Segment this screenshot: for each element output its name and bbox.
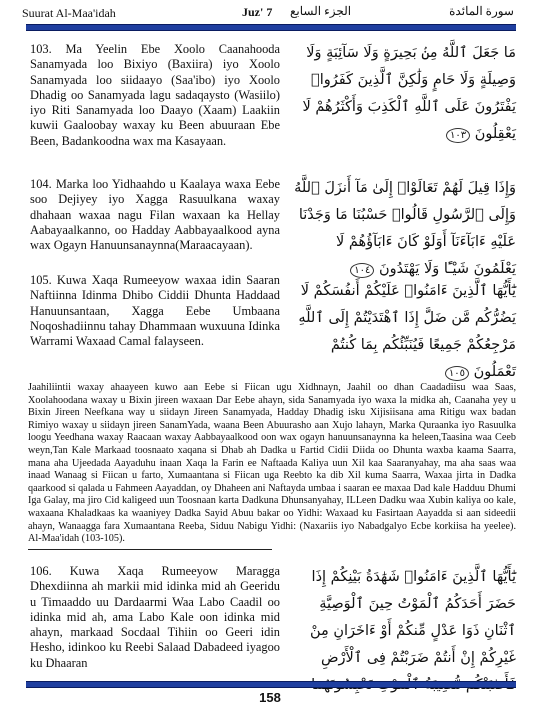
top-border-band xyxy=(26,24,516,31)
bottom-border-band xyxy=(26,681,516,688)
verse-103-arabic: مَا جَعَلَ ٱللَّهُ مِنۢ بَحِيرَةٍ وَلَا سَآئِبَةٍ وَلَا وَصِيلَةٍ وَلَا حَامٍ وَلَٰكِنَّ ٱلَّذِينَ كَفَرُوا۟ يَفْتَرُونَ عَلَى ٱللَّهِ ٱلْكَذِبَ وَأَكْثَرُهُمْ لَا يَعْقِلُونَ ١٠٣ xyxy=(302,45,516,142)
verse-number-103: ١٠٣ xyxy=(446,128,470,143)
commentary-text: Jaahiliintii waxay ahaayeen kuwo aan Eebe si Fiican ugu Xidhnayn, Jaahil oo dhan Caadadiisu waa Saas, Xoolahoodana waxay u Bixin jireen waxaan Dar Eebe ahayn, sida Sanamyada iyo waxa la midka ah, Caanaha yey u Bixin Jireen Neefkana way u siidayn Jireen Sanamyada, Hadday Dhadig isku Xijisiisana ama Ritigu wax badan Rimiyo waxay u siidayn jireen SanamYada, waana Been Abuurasho aan Xujo lahayn, Marka Quraanka iyo Rasuulka loogu Yeedhana waxay Raacaan waxay Aabbayaalkood oon wax ogayn hanuunsanaynna ka heleen,Taasina waa Ceeb weyn,Tan Kale Markaad toosnaato xaqana si Dhab ah Dadka u Fartid Cidii Diida oo Dhunta waxba kaama Saarra, mana aha Ujeedada Aayaduhu inaan Xaqa la Farin ee Naftaada Kaliya uun Xil kaa Saaranyahay, ma aha saas waa inaad Wanaag si Fiican u farto, Xumaantana si Fiican uga Reebto ka dib Xil kuma Saarra, Waxaa jirta in Dadka qaarkood si qalada u Fahmeen Aayaddan, oy Dhaheen ani Naftayda umbaa i saaran ee maxaa Dad kale Hadduu Dhumi Iga Galay, ma jiro Cid kaligeed uun Toosnaan karta Dadkuna Dhunsanyahay, ILLeen Dadku waa Xubin kaliya oo kale, waxaana Khaladkaas ka waaniyey Dadka Sayid Abuu bakar oo Yidhi: Waxaad ku Fasirtaan Aayadda si aan sideedii ahayn, Wanaagga fara Xumaantana Reeba, Siduu Nabigu Yidhi: (Naxariis iyo Nabadgalyo Ecbe korkiisa ha yeelee). Al-Maa'idah (103-105). xyxy=(28,382,516,545)
section-divider xyxy=(28,549,272,550)
verse-106-translation: 106. Kuwa Xaqa Rumeeyow Maragga Dhexdiinna ah markii mid idinka mid ah Geeridu u Timaaddo uu Dardaarmi Waa Labo Caadil oo idinka mid ah, ama Labo Kale oon idinka mid ahayn, markaad Socdaal Tihiin oo Geeri idin Hesho, idinkoo ku Reebi Salaad Dabadeed iyagoo ku Dhaaran xyxy=(30,564,280,670)
page-number: 158 xyxy=(259,690,281,705)
verse-104-translation: 104. Marka loo Yidhaahdo u Kaalaya waxa Eebe soo Dejiyey iyo Xagga Rasuulkana waxay dhahaan waxaa nagu Filan waxaan ka Hellay Aabayaalkanno, oo Hadday Aabbayaalkood ayna wax Ogayn Hanuunsanaynna(Maraacayaan). xyxy=(30,177,280,253)
juz-arabic: الجزء السابع xyxy=(290,4,352,18)
surah-title-arabic: سورة المائدة xyxy=(449,4,514,18)
juz-label: Juz' 7 xyxy=(242,5,273,19)
verse-105-translation: 105. Kuwa Xaqa Rumeeyow waxaa idin Saaran Naftiinna Idinma Dhibo Ciddii Dhunta Haddaad Hanuunsantaan, Xagga Eebe Umbaana Noqoshadiinnu tahay Dhammaan wuxuuna Idinka Warrami Waxaad Camal falayseen. xyxy=(30,273,280,349)
verse-106-arabic: يَٰٓأَيُّهَا ٱلَّذِينَ ءَامَنُوا۟ شَهَٰدَةُ بَيْنِكُمْ إِذَا حَضَرَ أَحَدَكُمُ ٱلْمَوْتُ حِينَ ٱلْوَصِيَّةِ ٱثْنَانِ ذَوَا عَدْلٍ مِّنكُمْ أَوْ ءَاخَرَانِ مِنْ غَيْرِكُمْ إِنْ أَنتُمْ ضَرَبْتُمْ فِى ٱلْأَرْضِ xyxy=(309,569,516,666)
surah-title: Suurat Al-Maa'idah xyxy=(22,6,116,20)
verse-number-104: ١٠٤ xyxy=(350,263,374,278)
verse-104-arabic: وَإِذَا قِيلَ لَهُمْ تَعَالَوْا۟ إِلَىٰ مَآ أَنزَلَ ٱللَّهُ وَإِلَى ٱلرَّسُولِ قَالُوا۟ حَسْبُنَا مَا وَجَدْنَا عَلَيْهِ ءَابَآءَنَآ أَوَلَوْ كَانَ ءَابَآؤُهُمْ لَا يَعْلَمُونَ شَيْـًٔا وَلَا يَهْتَدُونَ ١٠٤ xyxy=(294,180,516,277)
verse-105-arabic: يَٰٓأَيُّهَا ٱلَّذِينَ ءَامَنُوا۟ عَلَيْكُمْ أَنفُسَكُمْ لَا يَضُرُّكُم مَّن ضَلَّ إِذَا ٱهْتَدَيْتُمْ إِلَى ٱللَّهِ مَرْجِعُكُمْ جَمِيعًا فَيُنَبِّئُكُم بِمَا كُنتُمْ تَعْمَلُونَ ١٠٥ xyxy=(298,283,516,380)
verse-number-105: ١٠٥ xyxy=(445,366,469,381)
verse-103-translation: 103. Ma Yeelin Ebe Xoolo Caanahooda Sanamyada loo Bixiyo (Baxiira) iyo Xoolo Sanamyada loo siidaayo (Saa'ibo) iyo Xoolo Dhadig oo Sanamyada lagu sadaqaysto (Wasiilo) iyo Riti Sanamyada loo Daayo (Xaam) Laakiin kuwii Gaaloobay waxay ku Been abuuraan Ebe Been, Badankoodna wax ma Kasayaan. xyxy=(30,42,280,148)
